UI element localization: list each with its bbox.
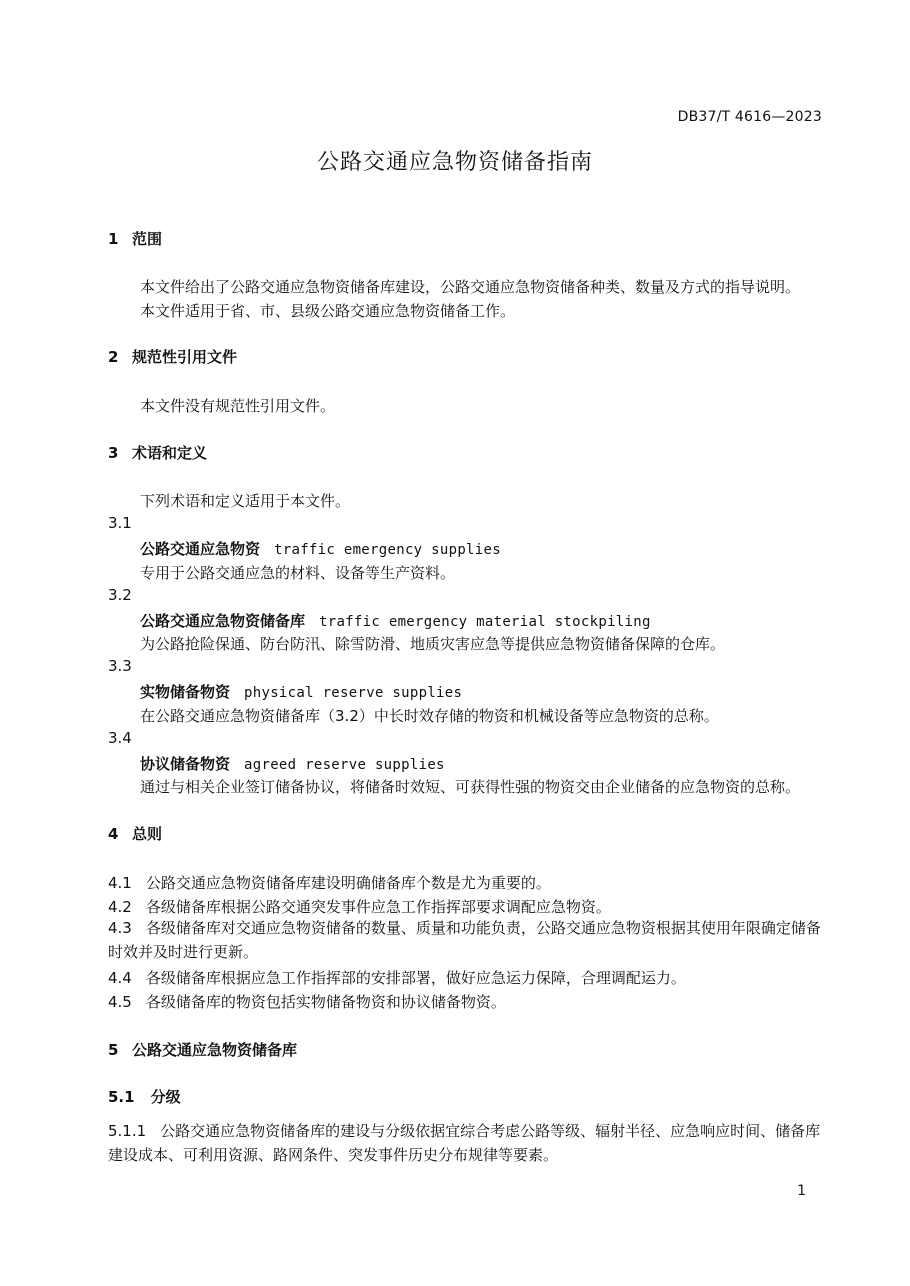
term-english: traffic emergency supplies (274, 542, 501, 558)
term-chinese: 公路交通应急物资 (140, 540, 261, 558)
term-definition: 专用于公路交通应急的材料、设备等生产资料。 (140, 564, 456, 582)
clause (108, 967, 686, 988)
term-number: 3.3 (108, 657, 132, 675)
clause (108, 872, 551, 893)
subsection-number: 5.1 (108, 1088, 135, 1106)
section-title: 术语和定义 (132, 444, 208, 462)
term-heading (140, 538, 501, 559)
section-number: 4 (108, 825, 119, 843)
section-number: 3 (108, 444, 119, 462)
clause-number: 4.5 (108, 993, 132, 1011)
term-heading (140, 610, 651, 631)
term-chinese: 协议储备物资 (140, 755, 231, 773)
clause-number: 4.4 (108, 969, 132, 987)
clause (108, 896, 611, 917)
document-title: 公路交通应急物资储备指南 (316, 150, 593, 175)
clause-text: 各级储备库对交通应急物资储备的数量、质量和功能负责，公路交通应急物资根据其使用年限确定储备时效并及时进行更新。 (108, 919, 821, 961)
section-number: 1 (108, 230, 119, 248)
section-title: 范围 (132, 230, 163, 248)
term-english: agreed reserve supplies (244, 757, 445, 773)
section-number: 5 (108, 1041, 119, 1059)
section-2-heading (108, 346, 237, 367)
term-heading (140, 681, 462, 702)
section-title: 公路交通应急物资储备库 (132, 1041, 298, 1059)
clause-text: 各级储备库的物资包括实物储备物资和协议储备物资。 (145, 993, 506, 1011)
term-number: 3.4 (108, 729, 132, 747)
term-chinese: 公路交通应急物资储备库 (140, 612, 306, 630)
clause (108, 916, 824, 964)
section-2-paragraph-1: 本文件没有规范性引用文件。 (140, 397, 336, 415)
subsection-title: 分级 (150, 1088, 181, 1106)
clause-text: 公路交通应急物资储备库建设明确储备库个数是尤为重要的。 (145, 874, 551, 892)
page-number: 1 (797, 1183, 806, 1199)
section-title: 规范性引用文件 (132, 348, 238, 366)
section-title: 总则 (132, 825, 163, 843)
section-1-heading (108, 228, 162, 249)
section-number: 2 (108, 348, 119, 366)
term-definition: 在公路交通应急物资储备库（3.2）中长时效存储的物资和机械设备等应急物资的总称。 (140, 707, 719, 725)
term-english: traffic emergency material stockpiling (319, 614, 651, 630)
section-5-heading (108, 1039, 297, 1060)
clause-number: 4.1 (108, 874, 132, 892)
clause (108, 991, 506, 1012)
clause-text: 公路交通应急物资储备库的建设与分级依据宜综合考虑公路等级、辐射半径、应急响应时间、储备库建设成本、可利用资源、路网条件、突发事件历史分布规律等要素。 (108, 1122, 821, 1164)
clause-number: 5.1.1 (108, 1122, 147, 1140)
section-3-intro: 下列术语和定义适用于本文件。 (140, 492, 351, 510)
subsection-heading (108, 1086, 181, 1107)
term-number: 3.1 (108, 514, 132, 532)
section-4-heading (108, 823, 162, 844)
term-number: 3.2 (108, 586, 132, 604)
term-definition: 为公路抢险保通、防台防汛、除雪防滑、地质灾害应急等提供应急物资储备保障的仓库。 (140, 635, 726, 653)
term-definition: 通过与相关企业签订储备协议，将储备时效短、可获得性强的物资交由企业储备的应急物资的总称。 (140, 778, 801, 796)
standard-code: DB37/T 4616—2023 (677, 109, 822, 125)
term-english: physical reserve supplies (244, 685, 463, 701)
clause-number: 4.2 (108, 898, 132, 916)
term-heading (140, 753, 445, 774)
term-chinese: 实物储备物资 (140, 683, 231, 701)
clause-text: 各级储备库根据应急工作指挥部的安排部署，做好应急运力保障，合理调配运力。 (145, 969, 686, 987)
section-1-paragraph-2: 本文件适用于省、市、县级公路交通应急物资储备工作。 (140, 302, 516, 320)
section-1-paragraph-1: 本文件给出了公路交通应急物资储备库建设，公路交通应急物资储备种类、数量及方式的指导说明。 (140, 278, 801, 296)
clause (108, 1119, 824, 1167)
clause-number: 4.3 (108, 919, 132, 937)
clause-text: 各级储备库根据公路交通突发事件应急工作指挥部要求调配应急物资。 (145, 898, 611, 916)
section-3-heading (108, 442, 207, 463)
